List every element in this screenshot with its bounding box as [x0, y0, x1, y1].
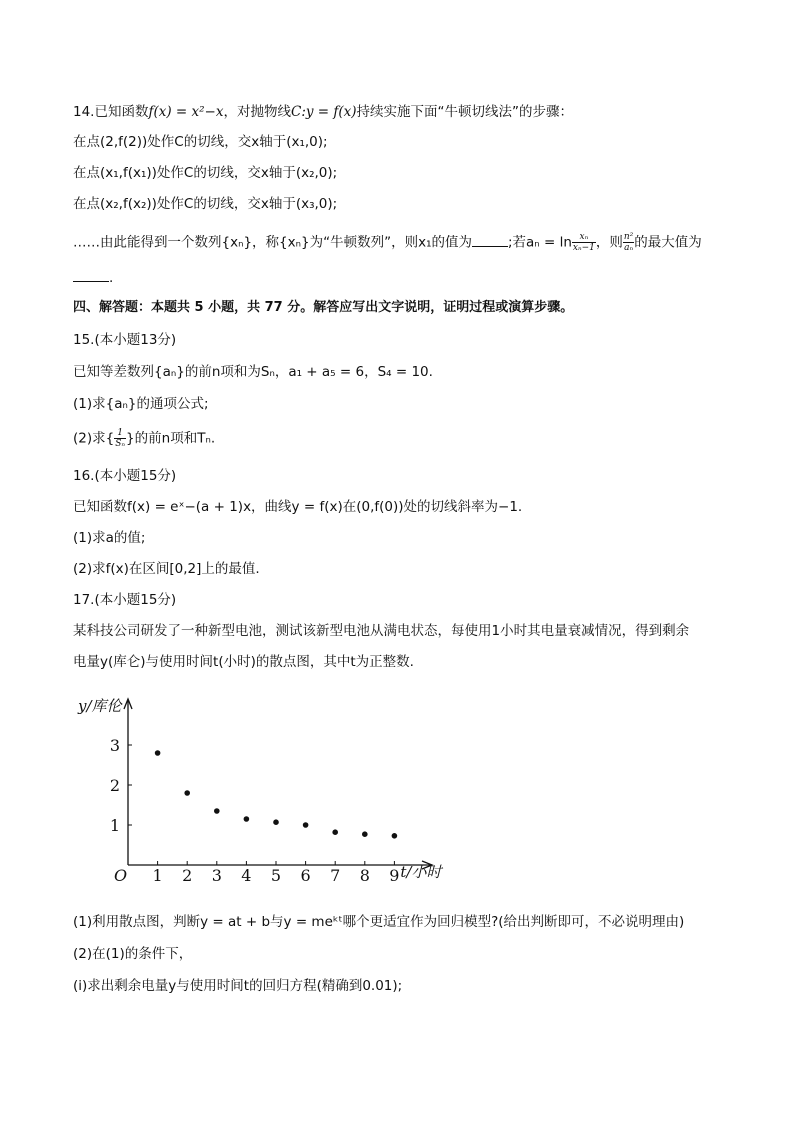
data-point [244, 816, 250, 822]
data-points [155, 750, 397, 838]
q14-mid: ，对抛物线 [223, 104, 291, 120]
q15-frac [114, 428, 126, 449]
section4-title: 四、解答题：本题共 5 小题，共 77 分。解答应写出文字说明，证明过程或演算步骤。 [73, 300, 574, 315]
y-tick-label: 2 [109, 776, 120, 795]
answer-blank-2 [73, 280, 109, 282]
x-axis-label: t/小时 [400, 863, 442, 881]
x-tick-label: 8 [359, 866, 370, 885]
q15-head: 15.(本小题13分) [73, 332, 177, 348]
tick-labels [77, 697, 443, 885]
q17-head: 17.(本小题15分) [73, 592, 177, 608]
y-tick-label: 1 [109, 816, 120, 835]
q14-suffix: 持续实施下面“牛顿切线法”的步骤： [356, 104, 574, 120]
data-point [184, 790, 190, 796]
q16-head: 16.(本小题15分) [73, 468, 177, 484]
q14-frac-2 [623, 232, 634, 253]
answer-blank-1 [472, 245, 508, 247]
data-point [362, 831, 368, 837]
y-tick-label: 3 [109, 736, 120, 755]
q14-l5-b: ;若aₙ = ln [507, 234, 572, 251]
q14-line3: 在点(x₁,f(x₁))处作C的切线，交x轴于(x₂,0); [73, 165, 338, 181]
q15-p2-a: (2)求{ [73, 430, 115, 447]
q17-part2: (2)在(1)的条件下， [73, 946, 193, 962]
axes [124, 699, 432, 869]
q15-part2 [73, 428, 215, 449]
q15-p2-b: }的前n项和Tₙ. [126, 430, 216, 447]
q14-line1 [73, 102, 573, 122]
q15-frac-num: 1 [114, 428, 126, 439]
q16-stem: 已知函数f(x) = eˣ−(a + 1)x，曲线y = f(x)在(0,f(0))处的切线斜率为−1. [73, 499, 523, 515]
data-point [303, 822, 309, 828]
q14-l5-d: 的最大值为 [634, 234, 702, 251]
q14-l5-a: ……由此能得到一个数列{xₙ}，称{xₙ}为“牛顿数列”，则x₁的值为 [73, 234, 472, 251]
x-tick-label: 7 [330, 866, 341, 885]
q14-frac-2-den: aₙ [624, 243, 634, 253]
q15-stem: 已知等差数列{aₙ}的前n项和为Sₙ，a₁ + a₅ = 6，S₄ = 10. [73, 364, 433, 380]
q14-line6 [73, 268, 113, 288]
q14-line5 [73, 232, 702, 253]
q14-l5-c: ，则 [595, 234, 623, 251]
q14-end: . [109, 270, 114, 286]
q14-frac-1 [572, 232, 596, 253]
data-point [214, 808, 220, 814]
y-axis-label: y/库伦 [78, 697, 122, 715]
data-point [155, 750, 161, 756]
x-tick-label: 5 [270, 866, 282, 885]
q14-curve: C:y = f(x) [290, 104, 357, 120]
q14-line2: 在点(2,f(2))处作C的切线，交x轴于(x₁,0); [73, 134, 328, 150]
q16-part2: (2)求f(x)在区间[0,2]上的最值. [73, 561, 260, 577]
q17-part1: (1)利用散点图，判断y = at + b与y = meᵏᵗ哪个更适宜作为回归模型?(给出判断即可，不必说明理由) [73, 914, 685, 930]
q14-frac-1-den: xₙ−1 [572, 243, 595, 253]
x-tick-label: 4 [241, 866, 252, 885]
q17-stem-line2: 电量y(库仑)与使用时间t(小时)的散点图，其中t为正整数. [73, 654, 414, 670]
q14-number: 14. [73, 104, 95, 120]
q15-frac-den: Sₙ [115, 439, 126, 449]
q14-frac-1-num: xₙ [572, 232, 596, 243]
scatter-plot [70, 695, 450, 895]
x-tick-label: 6 [300, 866, 311, 885]
q17-stem-line1: 某科技公司研发了一种新型电池，测试该新型电池从满电状态，每使用1小时其电量衰减情况，得到剩余 [73, 623, 690, 639]
data-point [273, 819, 279, 825]
origin-label: O [114, 866, 128, 885]
data-point [332, 829, 338, 835]
q14-text: 已知函数 [94, 104, 149, 120]
x-tick-label: 2 [182, 866, 193, 885]
q14-line4: 在点(x₂,f(x₂))处作C的切线，交x轴于(x₃,0); [73, 196, 338, 212]
q15-part1: (1)求{aₙ}的通项公式; [73, 396, 209, 412]
q16-part1: (1)求a的值; [73, 530, 146, 546]
x-tick-label: 9 [389, 866, 400, 885]
x-tick-label: 1 [152, 866, 163, 885]
q14-frac-2-num: n² [623, 232, 634, 242]
x-tick-label: 3 [211, 866, 222, 885]
q14-function: f(x) = x²−x [148, 104, 224, 120]
data-point [392, 833, 398, 839]
q17-part2-i: (ⅰ)求出剩余电量y与使用时间t的回归方程(精确到0.01); [73, 978, 403, 994]
